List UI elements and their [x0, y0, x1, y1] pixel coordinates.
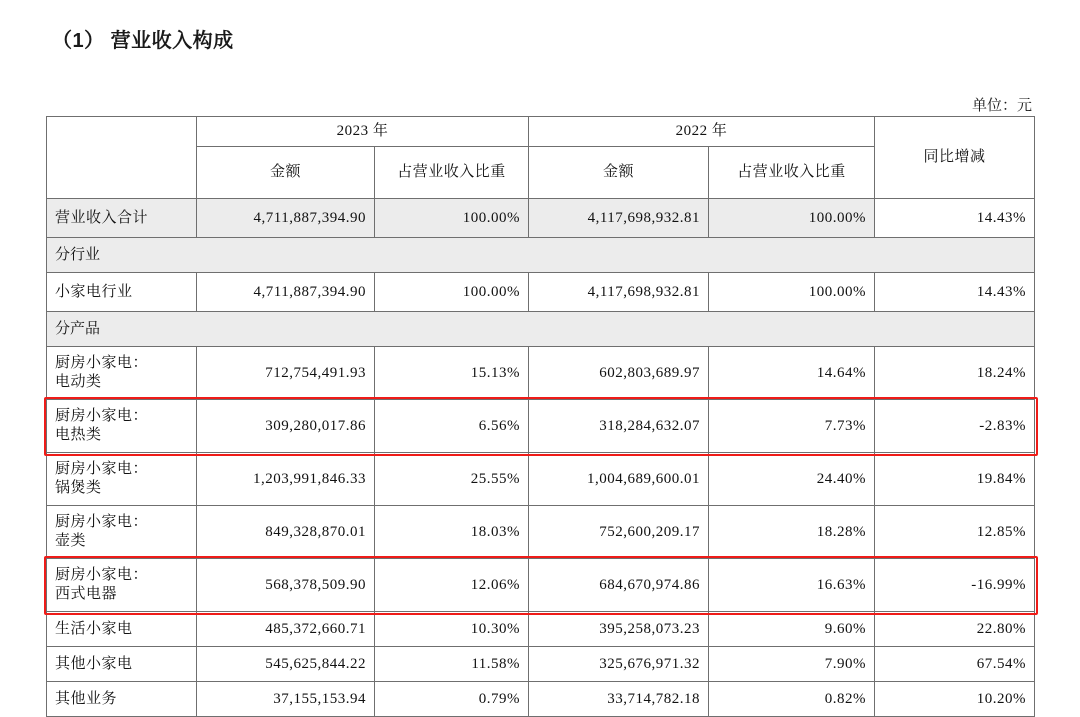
- row-label: [47, 347, 197, 400]
- header-blank-corner: [47, 117, 197, 199]
- row-label: 其他小家电: [47, 647, 197, 682]
- cell-ratio-2022: 100.00%: [709, 273, 875, 312]
- cell-yoy: 18.24%: [875, 347, 1035, 400]
- cell-amount-2022: 395,258,073.23: [529, 612, 709, 647]
- cell-yoy: 22.80%: [875, 612, 1035, 647]
- cell-yoy: -2.83%: [875, 400, 1035, 453]
- table-row: [47, 647, 1035, 682]
- group-label: 分行业: [47, 238, 1035, 273]
- cell-amount-2023: 4,711,887,394.90: [197, 273, 375, 312]
- cell-ratio-2023: 25.55%: [375, 453, 529, 506]
- row-label-line2: 电热类: [55, 427, 102, 443]
- cell-amount-2022: 1,004,689,600.01: [529, 453, 709, 506]
- cell-amount-2023: 712,754,491.93: [197, 347, 375, 400]
- cell-amount-2022: 4,117,698,932.81: [529, 273, 709, 312]
- table-row: [47, 273, 1035, 312]
- cell-yoy: 12.85%: [875, 506, 1035, 559]
- cell-yoy: 67.54%: [875, 647, 1035, 682]
- cell-ratio-2022: 7.73%: [709, 400, 875, 453]
- cell-yoy: 14.43%: [875, 273, 1035, 312]
- cell-ratio-2023: 15.13%: [375, 347, 529, 400]
- cell-amount-2022: 33,714,782.18: [529, 682, 709, 717]
- cell-amount-2023: 1,203,991,846.33: [197, 453, 375, 506]
- cell-amount-2022: 4,117,698,932.81: [529, 199, 709, 238]
- cell-amount-2023: 568,378,509.90: [197, 559, 375, 612]
- cell-amount-2022: 318,284,632.07: [529, 400, 709, 453]
- table-group-row: [47, 312, 1035, 347]
- cell-ratio-2022: 7.90%: [709, 647, 875, 682]
- cell-amount-2022: 752,600,209.17: [529, 506, 709, 559]
- row-label: 营业收入合计: [47, 199, 197, 238]
- table-row: [47, 612, 1035, 647]
- table-group-row: [47, 238, 1035, 273]
- header-amount-2023: 金额: [197, 147, 375, 199]
- row-label-line2: 电动类: [55, 374, 102, 390]
- row-label-line2: 锅煲类: [55, 480, 102, 496]
- row-label-line1: 厨房小家电：: [55, 408, 149, 425]
- cell-ratio-2022: 24.40%: [709, 453, 875, 506]
- cell-ratio-2022: 14.64%: [709, 347, 875, 400]
- table-row-highlighted: [47, 400, 1035, 453]
- cell-ratio-2022: 16.63%: [709, 559, 875, 612]
- row-label-line1: 厨房小家电：: [55, 567, 149, 584]
- group-label: 分产品: [47, 312, 1035, 347]
- header-year-2023: 2023 年: [197, 117, 529, 147]
- cell-yoy: -16.99%: [875, 559, 1035, 612]
- cell-amount-2023: 545,625,844.22: [197, 647, 375, 682]
- row-label: [47, 400, 197, 453]
- header-year-2022: 2022 年: [529, 117, 875, 147]
- header-ratio-2023: 占营业收入比重: [375, 147, 529, 199]
- header-ratio-2022: 占营业收入比重: [709, 147, 875, 199]
- cell-ratio-2023: 100.00%: [375, 273, 529, 312]
- row-label-line1: 厨房小家电：: [55, 461, 149, 478]
- row-label-line2: 壶类: [55, 533, 87, 549]
- row-label: [47, 559, 197, 612]
- row-label: 生活小家电: [47, 612, 197, 647]
- row-label-line1: 厨房小家电：: [55, 355, 149, 372]
- cell-ratio-2022: 0.82%: [709, 682, 875, 717]
- table-row: [47, 199, 1035, 238]
- header-amount-2022: 金额: [529, 147, 709, 199]
- cell-amount-2022: 325,676,971.32: [529, 647, 709, 682]
- row-label: [47, 453, 197, 506]
- table-row: [47, 682, 1035, 717]
- cell-amount-2023: 4,711,887,394.90: [197, 199, 375, 238]
- table-row: [47, 506, 1035, 559]
- row-label: 其他业务: [47, 682, 197, 717]
- cell-amount-2022: 684,670,974.86: [529, 559, 709, 612]
- table-row: [47, 453, 1035, 506]
- header-yoy-change: 同比增减: [875, 117, 1035, 199]
- row-label: [47, 506, 197, 559]
- cell-ratio-2023: 18.03%: [375, 506, 529, 559]
- cell-amount-2023: 485,372,660.71: [197, 612, 375, 647]
- cell-yoy: 19.84%: [875, 453, 1035, 506]
- cell-ratio-2023: 11.58%: [375, 647, 529, 682]
- table-row: [47, 347, 1035, 400]
- row-label-line2: 西式电器: [55, 586, 118, 602]
- cell-amount-2023: 849,328,870.01: [197, 506, 375, 559]
- cell-ratio-2023: 10.30%: [375, 612, 529, 647]
- unit-label: 单位：元: [971, 97, 1032, 114]
- cell-ratio-2023: 6.56%: [375, 400, 529, 453]
- cell-amount-2023: 37,155,153.94: [197, 682, 375, 717]
- cell-amount-2022: 602,803,689.97: [529, 347, 709, 400]
- cell-ratio-2022: 18.28%: [709, 506, 875, 559]
- revenue-composition-table: [46, 116, 1035, 717]
- cell-ratio-2023: 100.00%: [375, 199, 529, 238]
- cell-ratio-2022: 100.00%: [709, 199, 875, 238]
- cell-yoy: 14.43%: [875, 199, 1035, 238]
- table-row-highlighted: [47, 559, 1035, 612]
- table-header-row-years: [47, 117, 1035, 147]
- cell-ratio-2023: 12.06%: [375, 559, 529, 612]
- cell-ratio-2022: 9.60%: [709, 612, 875, 647]
- row-label: 小家电行业: [47, 273, 197, 312]
- page-title: （1） 营业收入构成: [52, 30, 234, 52]
- cell-yoy: 10.20%: [875, 682, 1035, 717]
- cell-ratio-2023: 0.79%: [375, 682, 529, 717]
- row-label-line1: 厨房小家电：: [55, 514, 149, 531]
- cell-amount-2023: 309,280,017.86: [197, 400, 375, 453]
